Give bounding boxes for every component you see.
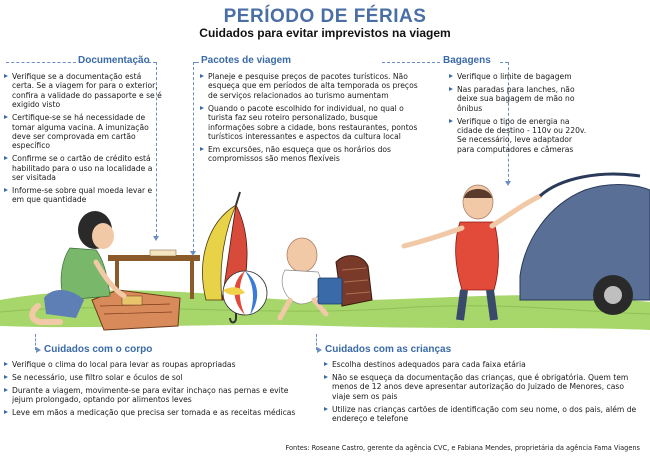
list-item: Verifique o limite de bagagem <box>449 72 587 81</box>
list-item: Verifique se a documentação está certa. Se a viagem for para o exterior, confira a validade do passaporte e se é exigido visto <box>4 72 164 110</box>
section-title-criancas: Cuidados com as crianças <box>325 344 452 355</box>
section-title-pacotes: Pacotes de viagem <box>201 55 292 66</box>
arrow-down-icon <box>505 181 511 186</box>
list-item: Escolha destinos adequados para cada faixa etária <box>324 360 640 369</box>
list-item: Em excursões, não esqueça que os horários dos compromissos são menos flexíveis <box>200 145 418 164</box>
page-title: PERÍODO DE FÉRIAS <box>223 6 427 27</box>
connector-bagagens-top <box>382 62 440 63</box>
list-item: Se necessário, use filtro solar e óculos de sol <box>4 373 296 382</box>
list-item: Não se esqueça da documentação das crianças, que é obrigatória. Quem tem menos de 12 anos deve apresentar autorização do Juizado de Menores, caso viaje sem os pais <box>324 373 640 401</box>
connector-pacotes-vertical <box>193 62 194 252</box>
connector-documentacao-top <box>6 62 76 63</box>
page-subtitle: Cuidados para evitar imprevistos na viagem <box>199 26 451 40</box>
list-item: Verifique o clima do local para levar as roupas apropriadas <box>4 360 296 369</box>
connector-bagagens-right <box>500 62 508 63</box>
list-item: Quando o pacote escolhido for individual, no qual o turista faz seu roteiro personalizado, busque informações sobre a cidade, bons restaurantes, pontos turísticos interessantes e aspectos da cultura local <box>200 104 418 142</box>
list-pacotes <box>200 72 418 167</box>
list-item: Durante a viagem, movimente-se para evitar inchaço nas pernas e evite jejum prolongado, optando por alimentos leves <box>4 386 296 405</box>
list-item: Informe-se sobre qual moeda levar e em que quantidade <box>4 186 164 205</box>
section-title-bagagens: Bagagens <box>443 55 491 66</box>
list-item: Confirme se o cartão de crédito está habilitado para o uso na localidade a ser visitada <box>4 154 164 182</box>
arrow-right-icon <box>317 347 322 353</box>
list-documentacao <box>4 72 164 208</box>
list-item: Leve em mãos a medicação que precisa ser tomada e as receitas médicas <box>4 408 296 417</box>
section-title-documentacao: Documentação <box>78 55 150 66</box>
list-item: Verifique o tipo de energia na cidade de destino - 110v ou 220v. Se necessário, leve adaptador para computadores e câmeras <box>449 117 587 155</box>
sources-note: Fontes: Roseane Castro, gerente da agência CVC, e Fabiana Mendes, proprietária da agência Fama Viagens <box>285 444 640 452</box>
arrow-down-icon <box>190 251 196 256</box>
list-corpo <box>4 360 296 421</box>
arrow-down-icon <box>153 236 159 241</box>
connector-pacotes-top <box>193 62 199 63</box>
arrow-right-icon <box>36 347 41 353</box>
list-item: Certifique-se se há necessidade de tomar alguma vacina. A imunização deve ser comprovada em cartão específico <box>4 113 164 151</box>
list-item: Utilize nas crianças cartões de identificação com seu nome, o dos pais, além de endereço e telefone <box>324 405 640 424</box>
list-bagagens <box>449 72 587 158</box>
list-criancas <box>324 360 640 427</box>
list-item: Nas paradas para lanches, não deixe sua bagagem de mão no ônibus <box>449 85 587 113</box>
section-title-corpo: Cuidados com o corpo <box>44 344 153 355</box>
list-item: Planeje e pesquise preços de pacotes turísticos. Não esqueça que em períodos de alta temporada os preços de serviços relacionados ao turismo aumentam <box>200 72 418 100</box>
